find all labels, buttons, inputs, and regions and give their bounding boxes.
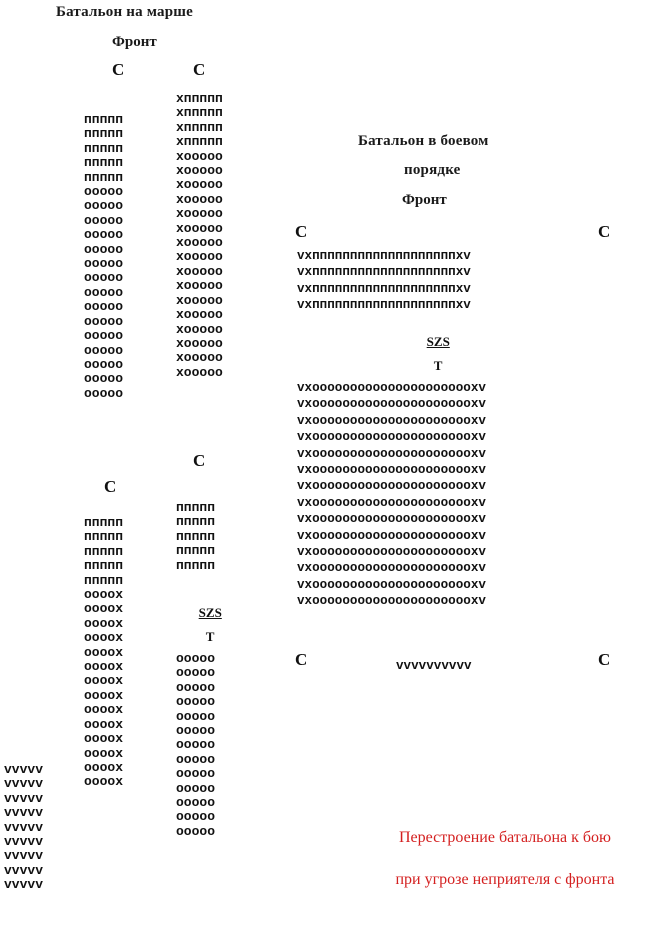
right-column-bottom-p: [176, 501, 215, 573]
unit-row: ооооо: [84, 313, 124, 329]
unit-row: vxооооооооооооооооооооохv: [297, 430, 486, 445]
unit-row: ооооо: [176, 795, 216, 811]
unit-row: vxпппппппппппппппппппхv: [297, 249, 471, 263]
unit-row: vxооооооооооооооооооооохv: [297, 512, 486, 527]
unit-row: ппппп: [176, 543, 216, 559]
unit-row: ооооо: [176, 651, 216, 666]
hq-bottom-label: T: [205, 629, 215, 644]
unit-row: хооооо: [176, 163, 223, 179]
hq-top-label: SZS: [198, 605, 222, 620]
unit-row: ппппп: [176, 514, 216, 530]
figure-caption: [380, 806, 630, 890]
unit-row: vxпппппппппппппппппппхv: [297, 281, 471, 296]
left-flank-mid-right: C: [193, 451, 206, 470]
skirmisher-row: vvvvv: [4, 834, 44, 850]
unit-row: ппппп: [84, 515, 124, 530]
unit-row: ооооо: [84, 227, 124, 243]
unit-row: ооооо: [84, 256, 124, 272]
unit-row: vxооооооооооооооооооооохv: [297, 577, 486, 592]
unit-row: ооооо: [176, 751, 216, 767]
unit-row: ппппп: [84, 112, 124, 127]
unit-row: хооооо: [176, 249, 223, 265]
skirmisher-row: vvvvv: [4, 848, 44, 864]
unit-row: ппппп: [84, 558, 124, 574]
left-flank-top-left: C: [112, 60, 125, 79]
unit-row: ооооx: [84, 673, 124, 689]
unit-row: ооооо: [84, 356, 124, 372]
unit-row: хооооо: [176, 263, 223, 279]
skirmisher-row: vvvvv: [4, 819, 44, 835]
unit-row: ооооо: [84, 299, 124, 315]
unit-row: ппппп: [176, 500, 216, 515]
unit-row: ооооx: [84, 601, 124, 617]
unit-row: vxооооооооооооооооооооохv: [297, 381, 486, 395]
left-column-bottom: [84, 516, 123, 790]
skirmisher-row: vvvvv: [4, 862, 44, 878]
unit-row: хооооо: [176, 307, 223, 323]
unit-row: ооооо: [84, 385, 124, 401]
unit-row: ооооx: [84, 615, 124, 631]
left-skirmisher-column: [4, 763, 43, 893]
right-diagram-main-rows: [297, 380, 486, 610]
unit-row: vxооооооооооооооооооооохv: [297, 528, 486, 543]
unit-row: ооооо: [176, 809, 216, 825]
right-flank-top-left: C: [295, 222, 308, 241]
unit-row: хооооо: [176, 350, 223, 366]
right-flank-bottom-left: C: [295, 650, 308, 669]
unit-row: ппппп: [176, 557, 216, 573]
unit-row: ооооо: [176, 823, 216, 839]
unit-row: vxооооооооооооооооооооохv: [297, 446, 486, 461]
unit-row: хооооо: [176, 177, 223, 193]
unit-row: ооооx: [84, 745, 124, 761]
unit-row: хооооо: [176, 292, 223, 308]
hq-top-label: SZS: [426, 334, 450, 349]
caption-line-1: Перестроение батальона к бою: [398, 829, 612, 846]
unit-row: vxооооооооооооооооооооохv: [297, 479, 486, 494]
unit-row: ппппп: [84, 529, 124, 545]
unit-row: ооооо: [84, 198, 124, 214]
unit-row: ооооx: [84, 659, 124, 675]
unit-row: ооооо: [176, 723, 216, 739]
unit-row: ооооо: [176, 665, 216, 681]
unit-row: vxпппппппппппппппппппхv: [297, 298, 471, 313]
unit-row: ооооx: [84, 702, 124, 718]
unit-row: ооооо: [176, 766, 216, 782]
unit-row: хооооо: [176, 278, 223, 294]
unit-row: ооооx: [84, 731, 124, 747]
unit-row: ооооx: [84, 759, 124, 775]
skirmisher-row: vvvvv: [4, 790, 44, 806]
unit-row: ооооx: [84, 687, 124, 703]
skirmisher-row: vvvvv: [4, 877, 44, 893]
unit-row: ооооо: [176, 737, 216, 753]
unit-row: хооооо: [176, 191, 223, 207]
hq-bottom-label: T: [433, 358, 443, 373]
unit-row: ооооо: [84, 284, 124, 300]
unit-row: ппппп: [176, 528, 216, 544]
unit-row: ооооо: [84, 328, 124, 344]
right-diagram-title-line2: порядке: [404, 162, 461, 178]
unit-row: хппппп: [176, 105, 223, 121]
unit-row: хооооо: [176, 235, 223, 251]
skirmisher-row: vvvvv: [4, 762, 44, 777]
right-diagram-title-line1: Батальон в боевом: [358, 133, 489, 149]
unit-row: ооооx: [84, 774, 124, 790]
caption-line-2: при угрозе неприятеля с фронта: [395, 871, 615, 888]
unit-row: хооооо: [176, 335, 223, 351]
left-diagram-title: Батальон на марше: [56, 4, 194, 20]
left-column-top: [84, 113, 123, 401]
left-flank-mid-left: C: [104, 477, 117, 496]
left-diagram-hq-marker: [176, 595, 238, 643]
unit-row: ооооо: [176, 780, 216, 796]
unit-row: vxпппппппппппппппппппхv: [297, 265, 471, 280]
unit-row: хппппп: [176, 134, 223, 150]
unit-row: ооооо: [176, 679, 216, 695]
unit-row: vxооооооооооооооооооооохv: [297, 495, 486, 510]
unit-row: vxооооооооооооооооооооохv: [297, 397, 486, 412]
unit-row: ппппп: [84, 126, 124, 142]
unit-row: vxооооооооооооооооооооохv: [297, 463, 486, 478]
unit-row: хппппп: [176, 119, 223, 135]
right-flank-bottom-right: C: [598, 650, 611, 669]
right-diagram-front-label: Фронт: [402, 192, 447, 208]
unit-row: ппппп: [84, 140, 124, 156]
right-diagram-hq-marker: [404, 324, 466, 372]
skirmisher-row: vvvvv: [4, 776, 44, 792]
right-column-top: [176, 92, 223, 380]
unit-row: ппппп: [84, 572, 124, 588]
unit-row: хооооо: [176, 364, 223, 380]
unit-row: ооооо: [84, 270, 124, 286]
skirmisher-row: vvvvv: [4, 805, 44, 821]
left-diagram-front-label: Фронт: [112, 34, 157, 50]
unit-row: vxооооооооооооооооооооохv: [297, 413, 486, 428]
unit-row: хооооо: [176, 206, 223, 222]
unit-row: ооооо: [84, 212, 124, 228]
right-diagram-front-rows: [297, 248, 471, 314]
unit-row: хооооо: [176, 220, 223, 236]
unit-row: ооооx: [84, 644, 124, 660]
unit-row: ооооо: [84, 184, 124, 200]
unit-row: хооооо: [176, 148, 223, 164]
unit-row: ппппп: [84, 169, 124, 185]
unit-row: хооооо: [176, 321, 223, 337]
unit-row: ооооо: [176, 694, 216, 710]
unit-row: ооооx: [84, 716, 124, 732]
left-flank-top-right: C: [193, 60, 206, 79]
unit-row: ооооо: [84, 241, 124, 257]
unit-row: vxооооооооооооооооооооохv: [297, 561, 486, 576]
unit-row: vxооооооооооооооооооооохv: [297, 545, 486, 560]
unit-row: хппппп: [176, 91, 223, 106]
unit-row: ппппп: [84, 155, 124, 171]
right-column-bottom-o: [176, 652, 215, 839]
unit-row: vxооооооооооооооооооооохv: [297, 594, 486, 609]
unit-row: ооооx: [84, 630, 124, 646]
unit-row: ооооx: [84, 587, 124, 603]
unit-row: ооооо: [84, 342, 124, 358]
unit-row: ооооо: [176, 708, 216, 724]
right-diagram-skirmish-line: vvvvvvvvvv: [396, 659, 472, 673]
unit-row: ппппп: [84, 543, 124, 559]
right-flank-top-right: C: [598, 222, 611, 241]
unit-row: ооооо: [84, 371, 124, 387]
